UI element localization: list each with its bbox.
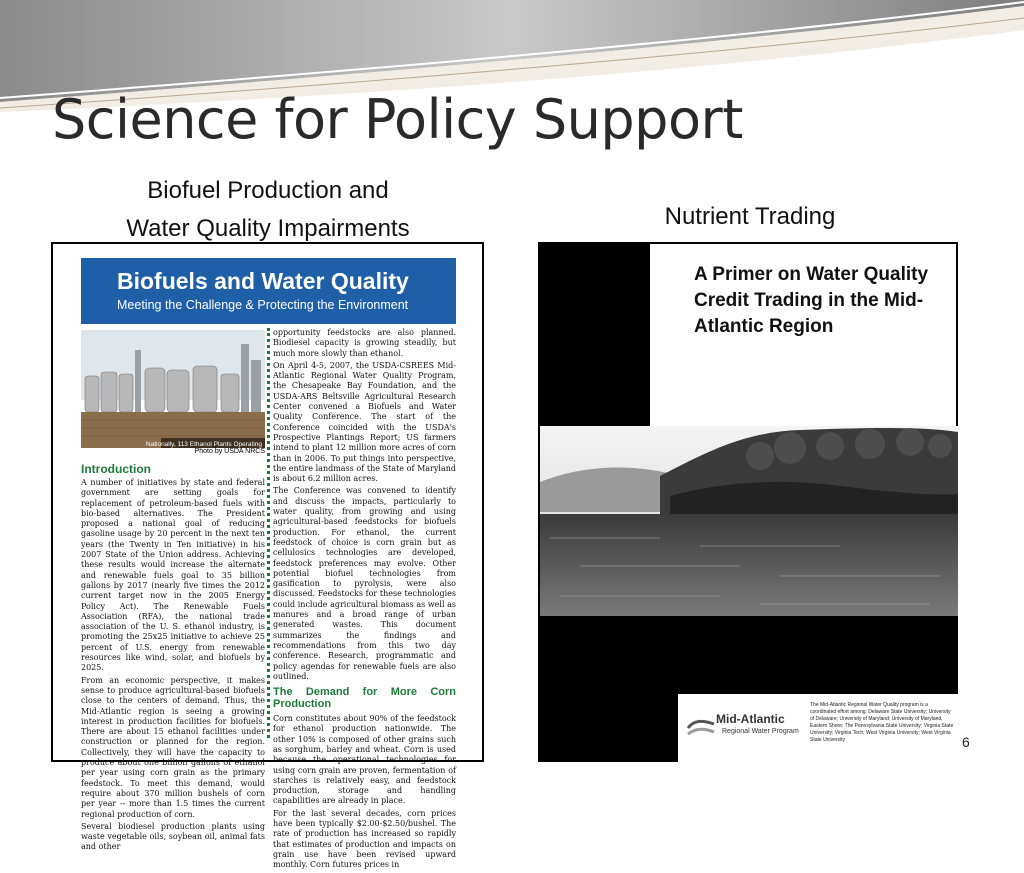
intro-paragraph: Several biodiesel production plants using waste vegetable oils, soybean oil, animal fats and other	[81, 821, 265, 852]
logo-subtitle: Regional Water Program	[722, 728, 799, 735]
column-right-text	[273, 328, 456, 873]
ethanol-plant-illustration	[81, 330, 265, 448]
banner-title: Biofuels and Water Quality	[117, 268, 409, 294]
left-caption-line2: Water Quality Impairments	[126, 215, 410, 242]
photo-overlay-text: Nationally, 113 Ethanol Plants Operating	[145, 441, 262, 448]
lake-landscape-illustration	[540, 426, 958, 616]
nutrient-trading-primer-image	[538, 242, 958, 762]
logo-name: Mid-Atlantic	[716, 712, 785, 726]
photo-credit: Photo by USDA NRCS	[194, 448, 265, 455]
primer-title: A Primer on Water Quality Credit Trading in the Mid-Atlantic Region	[694, 264, 929, 337]
intro-heading: Introduction	[81, 462, 151, 476]
body-paragraph: On April 4-5, 2007, the USDA-CSREES Mid-Atlantic Regional Water Quality Program, the Chesapeake Bay Foundation, and the USDA-ARS Beltsville Agricultural Research Center convened a Biofuels and Water Quality Conference. The start of the Conference coincided with the USDA's Prospective Plantings Report; US farmers intend to plant 12 million more acres of corn than in 2006. To put things into perspective, the entire landmass of the State of Maryland is about 6.2 million acres.	[273, 360, 456, 484]
left-caption-line1: Biofuel Production and	[147, 177, 389, 204]
slide-number: 6	[962, 734, 970, 750]
banner-subtitle: Meeting the Challenge & Protecting the Environment	[117, 298, 409, 312]
column-divider	[267, 328, 270, 738]
body-paragraph: opportunity feedstocks are also planned. Biodiesel capacity is growing steadily, but much more slowly than ethanol.	[273, 328, 456, 358]
footer-partners-text: The Mid-Atlantic Regional Water Quality program is a coordinated effort among: Delaware State University; University of Delaware; University of Maryland; University of Maryland, Eastern Shore; The Pennsylvania State University; Virginia State University; Virginia Tech; West Virginia University; West Virginia State University	[810, 702, 954, 743]
left-caption	[98, 172, 438, 248]
biofuels-document-image	[51, 242, 484, 870]
lake-photo	[540, 426, 958, 616]
cover-footer	[540, 616, 958, 762]
body-paragraph: Corn constitutes about 90% of the feedstock for ethanol production nationwide. The other 10% is composed of other grains such as sorghum, barley and wheat. Corn is used because the operational technologies for using corn grain are proven, fermentation of starches is relatively easy, and feedstock production, storage and handling capabilities are already in place.	[273, 714, 456, 806]
demand-heading: The Demand for More Corn Production	[273, 686, 456, 711]
document-banner	[81, 258, 456, 324]
ethanol-plant-photo	[81, 330, 265, 448]
intro-paragraph: A number of initiatives by state and federal government are setting goals for replacement of petroleum-based fuels with bio-based alternatives. The President proposed a national goal of reducing gasoline usage by 20 percent in the next ten years (the Twenty in Ten initiative) in his 2007 State of the Union address. Achieving these results would increase the alternate and renewable fuels goal to 35 billion gallons by 2017 (nearly five times the 2012 current target now in the 2005 Energy Policy Act). The Renewable Fuels Association (RFA), the national trade association of the U. S. ethanol industry, is promoting the 25x25 initiative to achieve 25 percent of U.S. energy from renewable resources like wind, solar, and biofuels by 2025.	[81, 478, 265, 673]
intro-paragraph: From an economic perspective, it makes sense to produce agricultural-based biofuels close to the centers of demand. Thus, the Mid-Atlantic region is seeing a growing interest in production facilities for biofuels. There are about 15 ethanol facilities under construction or planned for the region. Collectively, they will have the capacity to produce about one billion gallons of ethanol per year using corn grain as the primary feedstock. To meet this demand, would require about 370 million bushels of corn per year -- more than 1.5 times the current regional production of corn.	[81, 675, 265, 819]
slide-title: Science for Policy Support	[52, 88, 743, 151]
footer-info-box	[678, 694, 958, 762]
right-caption: Nutrient Trading	[664, 203, 836, 230]
mid-atlantic-logo	[684, 700, 814, 758]
body-paragraph: For the last several decades, corn prices have been typically $2.00-$2.50/bushel. The rate of production has increased so rapidly that estimates of production and impacts on grain use have been revised upward monthly. Corn futures prices in	[273, 808, 456, 870]
cover-dark-block	[540, 244, 650, 426]
column-left-text	[81, 478, 265, 855]
water-wave-icon	[686, 710, 716, 740]
body-paragraph: The Conference was convened to identify and discuss the impacts, particularly to water quality, from growing and using agricultural-based feedstocks for biofuels production. For ethanol, the current feedstock of choice is corn grain but as cellulosics technologies are developed, feedstock preferences may evolve. Other potential biofuel technologies from gasification to pyrolysis, were also discussed. Feedstocks for these technologies could include agricultural biomass as well as manures and a broad range of urban generated wastes. This document summarizes the findings and recommendations from this two day conference. Research, programmatic and policy agendas for renewable fuels are also outlined.	[273, 486, 456, 681]
